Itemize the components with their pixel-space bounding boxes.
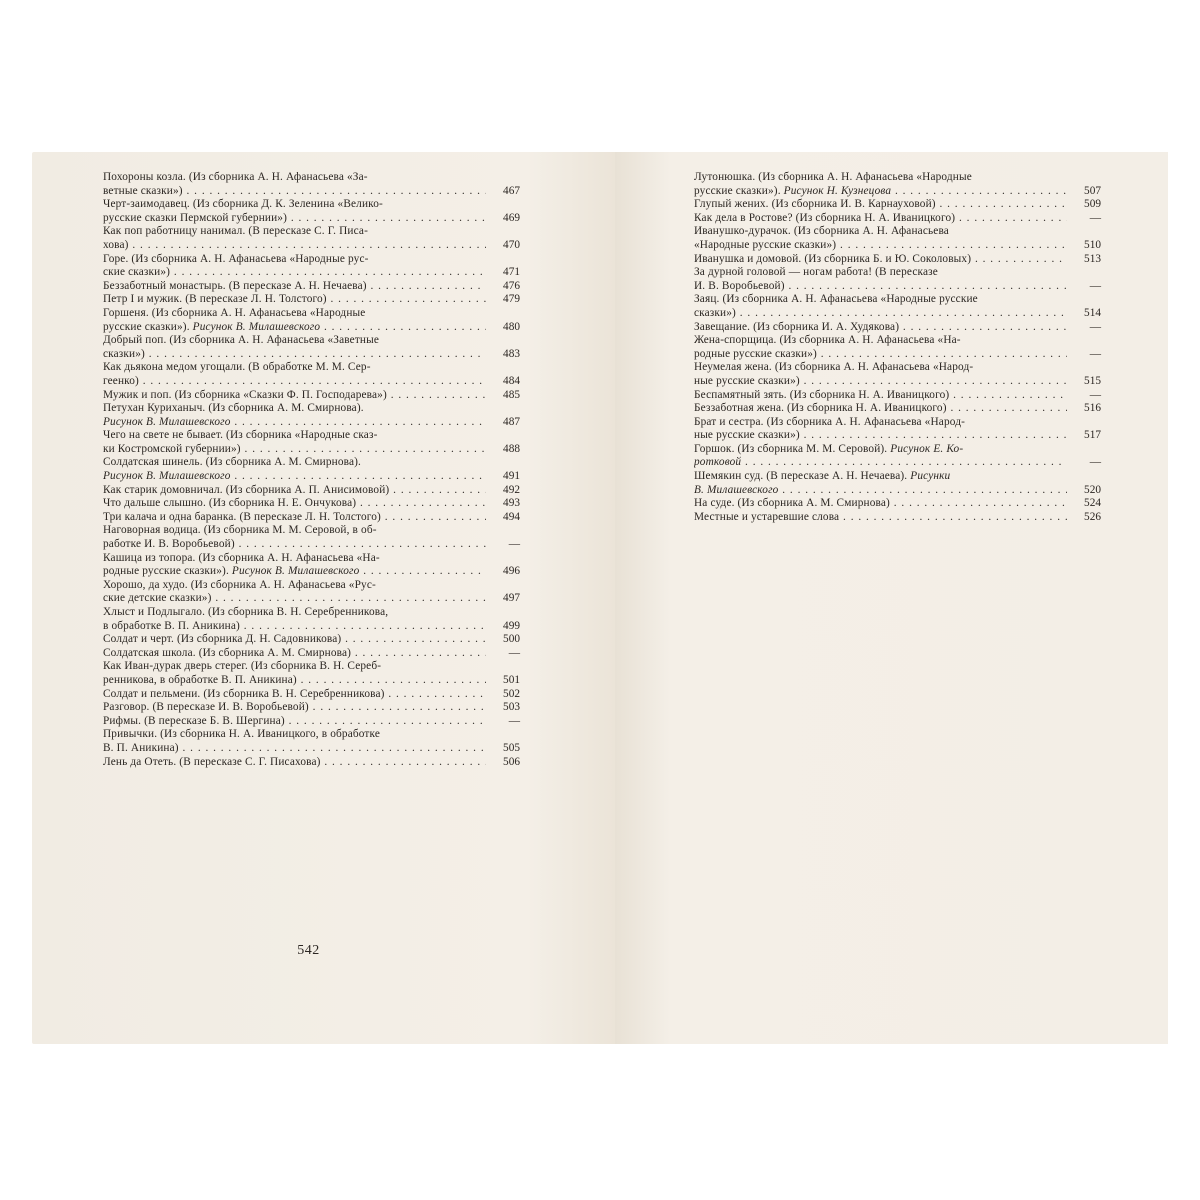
- toc-page-number: 506: [503, 755, 520, 768]
- toc-page-number: 484: [503, 374, 520, 387]
- toc-illustration-credit: Рисунок Е. Ко-: [890, 442, 964, 455]
- toc-entry-line: [694, 321, 1067, 335]
- toc-entry-text: Жена-спорщица. (Из сборника А. Н. Афанасьева «На-: [694, 334, 961, 347]
- toc-entry: [694, 225, 1101, 252]
- toc-entry-text: Как дьякона медом угощали. (В обработке М. М. Сер-: [103, 361, 371, 374]
- toc-entry: [694, 402, 1101, 416]
- toc-entry-line: [103, 579, 486, 593]
- toc-entry-text: ветные сказки»): [103, 184, 183, 197]
- toc-entry-text: сказки»): [694, 306, 736, 319]
- toc-entry-line: [694, 307, 1067, 321]
- toc-page-number: 501: [503, 673, 520, 686]
- toc-entry-line: [694, 293, 1067, 307]
- toc-entry-line: [694, 266, 1067, 280]
- toc-entry-text: Горе. (Из сборника А. Н. Афанасьева «Народные рус-: [103, 252, 369, 265]
- toc-entry-text: Хлыст и Подлыгало. (Из сборника В. Н. Серебренникова,: [103, 606, 389, 618]
- toc-entry-line: [694, 185, 1067, 199]
- toc-illustration-credit: Рисунок Н. Кузнецова: [783, 184, 892, 197]
- book-spread: [32, 152, 1168, 1044]
- toc-entry-text: «Народные русские сказки»): [694, 238, 837, 251]
- toc-page-number: 476: [503, 279, 520, 292]
- toc-entry-line: [694, 443, 1067, 457]
- toc-entry-line: [103, 606, 486, 620]
- toc-entry-line: [103, 171, 486, 185]
- toc-entry-line: [694, 389, 1067, 403]
- toc-entry-line: [103, 443, 486, 457]
- toc-entry: [103, 429, 520, 456]
- toc-entry: [103, 660, 520, 687]
- toc-entry-line: [694, 198, 1067, 212]
- toc-entry-text: Привычки. (Из сборника Н. А. Иваницкого, в обработке: [103, 728, 381, 741]
- toc-page-number: 499: [503, 619, 520, 632]
- toc-page-number: 516: [1084, 402, 1101, 415]
- toc-entry-line: [103, 688, 486, 702]
- toc-page-number: 487: [503, 415, 520, 428]
- toc-entry: [103, 579, 520, 606]
- toc-entry-text: родные русские сказки»): [694, 347, 817, 360]
- toc-entry: [103, 688, 520, 702]
- toc-entry-line: [103, 511, 486, 525]
- toc-entry-text: Завещание. (Из сборника И. А. Худякова): [694, 320, 900, 333]
- right-page: [615, 152, 1168, 1044]
- toc-page-number: 505: [503, 741, 520, 754]
- toc-entry-line: [694, 348, 1067, 362]
- toc-entry: [103, 552, 520, 579]
- toc-entry: [694, 212, 1101, 226]
- toc-entry-line: [103, 375, 486, 389]
- toc-entry-text: русские сказки»).: [103, 320, 193, 333]
- toc-entry-text: ные русские сказки»): [694, 429, 800, 442]
- toc-entry: [103, 402, 520, 429]
- toc-entry-text: Добрый поп. (Из сборника А. Н. Афанасьева «Заветные: [103, 334, 380, 347]
- toc-entry-text: сказки»): [103, 347, 145, 360]
- toc-entry-line: [694, 171, 1067, 185]
- toc-entry: [694, 416, 1101, 443]
- toc-entry-line: [103, 239, 486, 253]
- toc-entry-line: [103, 592, 486, 606]
- toc-entry-text: Как Иван-дурак дверь стерег. (Из сборника В. Н. Сереб-: [103, 660, 382, 673]
- toc-entry-line: [103, 334, 486, 348]
- toc-entry-line: [103, 647, 486, 661]
- page-number: [32, 943, 615, 959]
- toc-entry: [103, 456, 520, 483]
- toc-page-number: —: [1089, 279, 1101, 292]
- toc-entry: [103, 606, 520, 633]
- toc-page-number: 510: [1084, 238, 1101, 251]
- toc-page-number: 524: [1084, 497, 1101, 510]
- toc-page-number: —: [508, 714, 520, 727]
- toc-entry-line: [103, 484, 486, 498]
- toc-entry-line: [694, 511, 1067, 525]
- toc-page-number: 485: [503, 388, 520, 401]
- toc-page-number: 502: [503, 687, 520, 700]
- toc-page-number: —: [508, 538, 520, 551]
- toc-entry-text: Петр I и мужик. (В пересказе Л. Н. Толстого): [103, 293, 327, 306]
- toc-entry-line: [103, 416, 486, 430]
- toc-page-number: —: [1089, 456, 1101, 469]
- toc-entry-text: ки Костромской губернии»): [103, 442, 241, 455]
- toc-illustration-credit: Рисунок В. Милашевского: [192, 320, 321, 333]
- left-toc-list: [103, 171, 520, 769]
- toc-entry-text: Как дела в Ростове? (Из сборника Н. А. Иваницкого): [694, 211, 956, 224]
- toc-entry-line: [103, 660, 486, 674]
- toc-entry-text: Мужик и поп. (Из сборника «Сказки Ф. П. Господарева»): [103, 388, 387, 401]
- toc-entry: [103, 225, 520, 252]
- toc-entry-text: Как старик домовничал. (Из сборника А. П. Анисимовой): [103, 483, 390, 496]
- toc-entry-text: ские детские сказки»): [103, 592, 212, 605]
- toc-entry-line: [694, 456, 1067, 470]
- toc-entry-text: Местные и устаревшие слова: [694, 510, 840, 523]
- toc-entry: [694, 253, 1101, 267]
- toc-entry: [103, 171, 520, 198]
- toc-entry: [103, 524, 520, 551]
- toc-entry-text: ные русские сказки»): [694, 374, 800, 387]
- toc-entry-line: [694, 212, 1067, 226]
- toc-entry-line: [103, 307, 486, 321]
- toc-entry-line: [103, 728, 486, 742]
- page-number-text: 542: [297, 943, 320, 958]
- toc-entry-text: Лутонюшка. (Из сборника А. Н. Афанасьева «Народные: [694, 171, 972, 183]
- toc-entry-text: работке И. В. Воробьевой): [103, 538, 235, 551]
- toc-entry: [103, 756, 520, 770]
- toc-entry-line: [103, 402, 486, 416]
- toc-entry-line: [103, 633, 486, 647]
- toc-page-number: 483: [503, 347, 520, 360]
- toc-entry-text: в обработке В. П. Аникина): [103, 619, 240, 632]
- toc-page-number: —: [1089, 347, 1101, 360]
- toc-page-number: —: [1089, 388, 1101, 401]
- toc-entry: [694, 470, 1101, 497]
- toc-entry-text: Солдат и пельмени. (Из сборника В. Н. Серебренникова): [103, 687, 385, 700]
- toc-page-number: 494: [503, 510, 520, 523]
- toc-entry-line: [103, 470, 486, 484]
- toc-entry: [694, 171, 1101, 198]
- toc-entry-line: [103, 280, 486, 294]
- toc-entry: [694, 293, 1101, 320]
- toc-entry-text: геенко): [103, 374, 139, 387]
- toc-entry-line: [103, 361, 486, 375]
- toc-entry-line: [694, 361, 1067, 375]
- toc-entry-text: хова): [103, 238, 129, 251]
- toc-entry-text: Горшеня. (Из сборника А. Н. Афанасьева «Народные: [103, 306, 366, 319]
- toc-entry: [103, 293, 520, 307]
- toc-entry: [694, 497, 1101, 511]
- toc-entry-line: [103, 266, 486, 280]
- toc-entry-text: русские сказки»).: [694, 184, 784, 197]
- toc-entry: [103, 484, 520, 498]
- toc-page-number: 514: [1084, 306, 1101, 319]
- toc-entry-text: Похороны козла. (Из сборника А. Н. Афанасьева «За-: [103, 171, 368, 183]
- toc-entry-line: [103, 538, 486, 552]
- toc-page-number: 488: [503, 442, 520, 455]
- toc-entry-line: [694, 402, 1067, 416]
- toc-entry-line: [103, 456, 486, 470]
- toc-entry-line: [103, 253, 486, 267]
- toc-entry-text: ские сказки»): [103, 266, 171, 279]
- toc-entry-text: Глупый жених. (Из сборника И. В. Карнауховой): [694, 198, 936, 211]
- toc-entry-line: [103, 389, 486, 403]
- toc-entry-line: [103, 185, 486, 199]
- toc-entry-text: Что дальше слышно. (Из сборника Н. Е. Ончукова): [103, 497, 357, 510]
- toc-entry: [103, 633, 520, 647]
- toc-page-number: 507: [1084, 184, 1101, 197]
- toc-entry: [694, 361, 1101, 388]
- toc-entry-line: [103, 524, 486, 538]
- toc-entry: [694, 334, 1101, 361]
- toc-entry-line: [103, 742, 486, 756]
- toc-illustration-credit: В. Милашевского: [694, 483, 779, 496]
- toc-entry-line: [103, 552, 486, 566]
- toc-entry: [103, 701, 520, 715]
- toc-entry-text: Рифмы. (В пересказе Б. В. Шергина): [103, 714, 285, 727]
- toc-entry-text: Чего на свете не бывает. (Из сборника «Народные сказ-: [103, 429, 378, 442]
- toc-page-number: 517: [1084, 429, 1101, 442]
- toc-entry-text: Заяц. (Из сборника А. Н. Афанасьева «Народные русские: [694, 293, 978, 306]
- toc-entry: [103, 715, 520, 729]
- toc-page-number: —: [508, 646, 520, 659]
- toc-entry: [694, 443, 1101, 470]
- toc-entry-line: [694, 416, 1067, 430]
- toc-illustration-credit: Рисунок В. Милашевского: [231, 565, 360, 578]
- toc-page-number: 526: [1084, 510, 1101, 523]
- toc-entry: [103, 497, 520, 511]
- toc-entry-text: На суде. (Из сборника А. М. Смирнова): [694, 497, 890, 510]
- toc-entry-text: Солдатская школа. (Из сборника А. М. Смирнова): [103, 646, 352, 659]
- toc-entry: [103, 647, 520, 661]
- toc-entry-text: родные русские сказки»).: [103, 565, 232, 578]
- toc-entry-text: Как поп работницу нанимал. (В пересказе С. Г. Писа-: [103, 225, 368, 238]
- toc-entry-text: В. П. Аникина): [103, 741, 179, 754]
- toc-page-number: —: [1089, 320, 1101, 333]
- toc-entry-text: Кашица из топора. (Из сборника А. Н. Афанасьева «На-: [103, 551, 380, 564]
- toc-page-number: 471: [503, 266, 520, 279]
- toc-entry: [103, 511, 520, 525]
- toc-entry-line: [694, 375, 1067, 389]
- toc-entry: [103, 728, 520, 755]
- toc-entry-text: Иванушко-дурачок. (Из сборника А. Н. Афанасьева: [694, 225, 949, 238]
- toc-entry-line: [103, 198, 486, 212]
- toc-page-number: 496: [503, 565, 520, 578]
- toc-page-number: 497: [503, 592, 520, 605]
- toc-page-number: 492: [503, 483, 520, 496]
- toc-entry: [103, 198, 520, 225]
- toc-entry-text: ренникова, в обработке В. П. Аникина): [103, 673, 297, 686]
- toc-entry: [694, 511, 1101, 525]
- toc-entry-text: И. В. Воробьевой): [694, 279, 785, 292]
- toc-illustration-credit: ротковой: [694, 456, 742, 469]
- toc-entry-text: Солдатская шинель. (Из сборника А. М. Смирнова).: [103, 456, 362, 469]
- toc-entry: [103, 334, 520, 361]
- toc-entry-line: [103, 620, 486, 634]
- toc-entry-line: [694, 225, 1067, 239]
- toc-entry: [103, 253, 520, 280]
- toc-page-number: 513: [1084, 252, 1101, 265]
- toc-entry-line: [103, 756, 486, 770]
- toc-page-number: 469: [503, 211, 520, 224]
- toc-entry-text: Беззаботный монастырь. (В пересказе А. Н. Нечаева): [103, 279, 367, 292]
- toc-entry-line: [103, 497, 486, 511]
- toc-page-number: 480: [503, 320, 520, 333]
- toc-entry-text: Шемякин суд. (В пересказе А. Н. Нечаева).: [694, 470, 911, 483]
- toc-entry-line: [103, 212, 486, 226]
- toc-page-number: 515: [1084, 374, 1101, 387]
- toc-entry-line: [694, 334, 1067, 348]
- toc-entry-text: Беззаботная жена. (Из сборника Н. А. Иваницкого): [694, 402, 947, 415]
- toc-entry: [694, 389, 1101, 403]
- toc-entry-text: Брат и сестра. (Из сборника А. Н. Афанасьева «Народ-: [694, 415, 966, 428]
- toc-entry-text: Наговорная водица. (Из сборника М. М. Серовой, в об-: [103, 524, 377, 537]
- toc-entry: [103, 361, 520, 388]
- toc-entry-line: [103, 348, 486, 362]
- toc-entry-line: [694, 497, 1067, 511]
- toc-entry: [694, 321, 1101, 335]
- toc-entry-line: [694, 239, 1067, 253]
- toc-entry-line: [103, 225, 486, 239]
- toc-entry-line: [694, 280, 1067, 294]
- toc-entry-text: Три калача и одна баранка. (В пересказе Л. Н. Толстого): [103, 510, 381, 523]
- toc-page-number: 520: [1084, 483, 1101, 496]
- toc-entry-line: [694, 470, 1067, 484]
- toc-entry-text: Лень да Отеть. (В пересказе С. Г. Писахова): [103, 755, 321, 768]
- toc-entry-line: [103, 429, 486, 443]
- toc-page-number: 470: [503, 238, 520, 251]
- toc-entry-text: Иванушка и домовой. (Из сборника Б. и Ю. Соколовых): [694, 252, 972, 265]
- toc-entry: [694, 266, 1101, 293]
- toc-entry-text: Беспамятный зять. (Из сборника Н. А. Иваницкого): [694, 388, 950, 401]
- toc-entry-line: [103, 715, 486, 729]
- toc-entry-line: [694, 253, 1067, 267]
- toc-page-number: 493: [503, 497, 520, 510]
- toc-page-number: 467: [503, 184, 520, 197]
- toc-entry: [103, 389, 520, 403]
- toc-page-number: 479: [503, 293, 520, 306]
- toc-page-number: 509: [1084, 198, 1101, 211]
- toc-illustration-credit: Рисунок В. Милашевского: [103, 415, 231, 428]
- toc-entry-line: [103, 293, 486, 307]
- toc-entry-text: Черт-заимодавец. (Из сборника Д. К. Зеленина «Велико-: [103, 198, 383, 211]
- right-toc-list: [694, 171, 1101, 524]
- toc-entry-line: [103, 321, 486, 335]
- toc-entry-text: Петухан Куриханыч. (Из сборника А. М. Смирнова).: [103, 402, 364, 415]
- toc-entry-text: Неумелая жена. (Из сборника А. Н. Афанасьева «Народ-: [694, 361, 974, 374]
- toc-illustration-credit: Рисунок В. Милашевского: [103, 470, 231, 483]
- toc-entry-line: [103, 674, 486, 688]
- left-page: [32, 152, 615, 1044]
- toc-entry-text: Хорошо, да худо. (Из сборника А. Н. Афанасьева «Рус-: [103, 578, 376, 591]
- toc-entry-text: Разговор. (В пересказе И. В. Воробьевой): [103, 701, 309, 714]
- toc-entry-line: [694, 484, 1067, 498]
- toc-page-number: 491: [503, 470, 520, 483]
- toc-entry: [103, 307, 520, 334]
- toc-page-number: 500: [503, 633, 520, 646]
- toc-entry: [103, 280, 520, 294]
- toc-entry-line: [103, 701, 486, 715]
- toc-entry-text: Горшок. (Из сборника М. М. Серовой).: [694, 442, 891, 455]
- toc-entry-line: [694, 429, 1067, 443]
- toc-entry-text: Солдат и черт. (Из сборника Д. Н. Садовникова): [103, 633, 342, 646]
- toc-page-number: —: [1089, 211, 1101, 224]
- toc-page-number: 503: [503, 701, 520, 714]
- toc-illustration-credit: Рисунки: [910, 470, 951, 483]
- toc-entry-text: За дурной головой — ногам работа! (В пересказе: [694, 266, 938, 279]
- toc-entry: [694, 198, 1101, 212]
- toc-entry-text: русские сказки Пермской губернии»): [103, 211, 288, 224]
- toc-entry-line: [103, 565, 486, 579]
